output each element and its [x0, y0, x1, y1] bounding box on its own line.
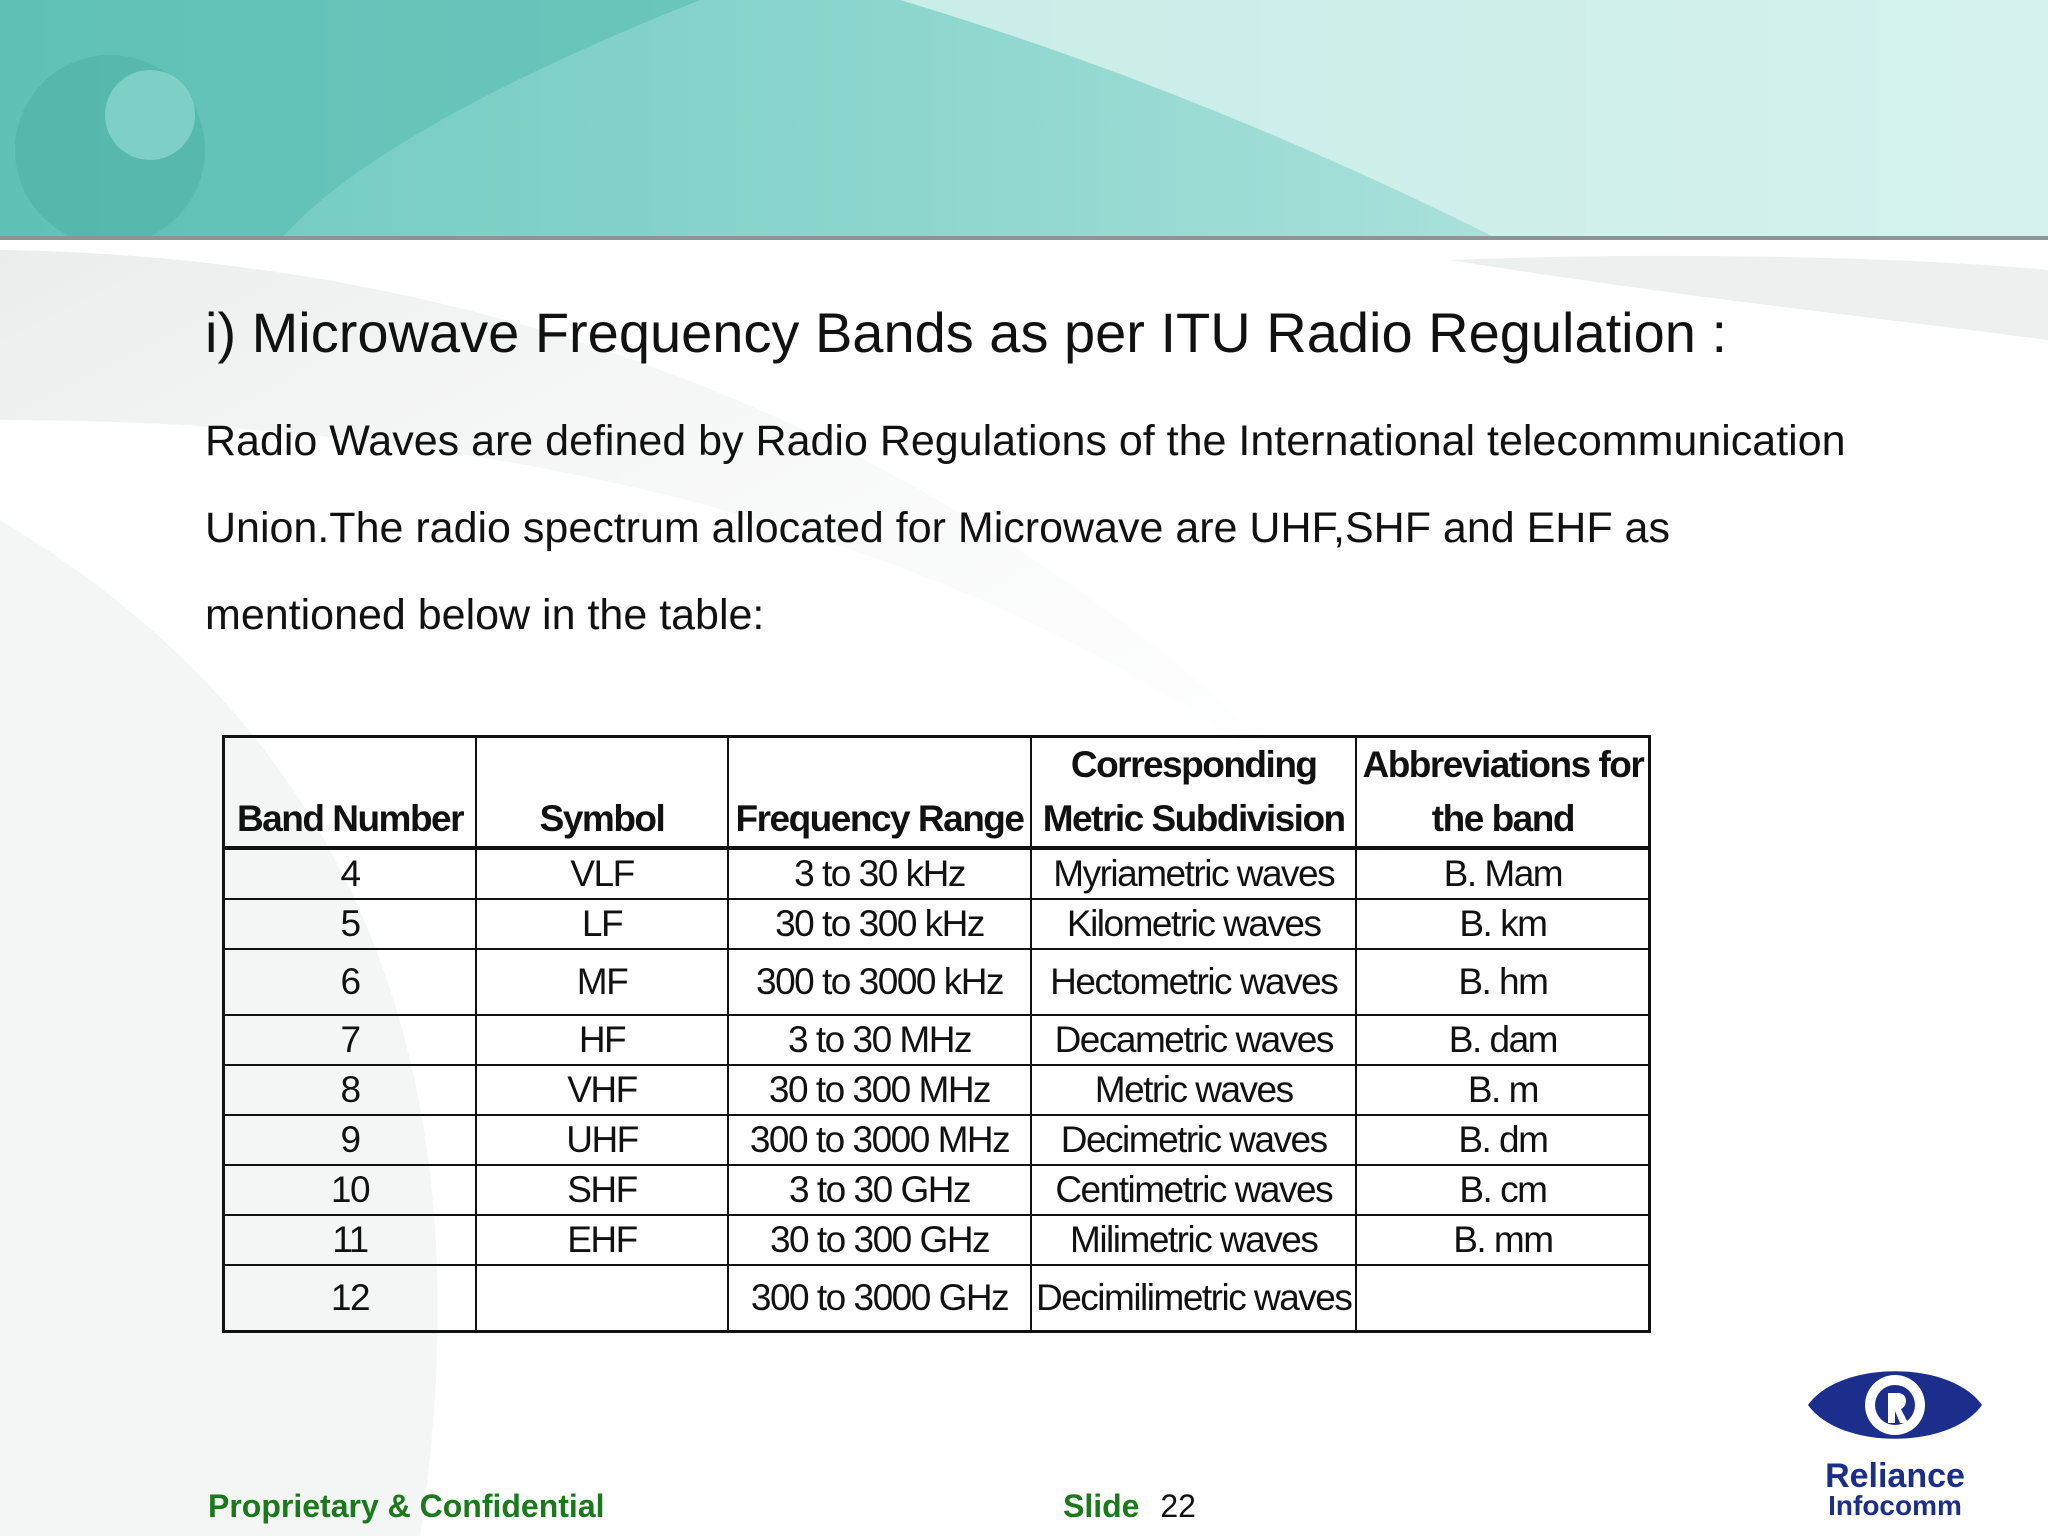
cell-symbol: VHF [476, 1065, 728, 1115]
cell-abbreviation: B. cm [1356, 1165, 1650, 1215]
table-row [224, 1165, 1650, 1215]
cell-metric: Myriametric waves [1031, 848, 1356, 899]
cell-metric: Hectometric waves [1031, 949, 1356, 1015]
header-band-number: Band Number [224, 737, 477, 849]
table-header-row [224, 737, 1650, 849]
cell-metric: Kilometric waves [1031, 899, 1356, 949]
cell-symbol: UHF [476, 1115, 728, 1165]
cell-metric: Decimilimetric waves [1031, 1265, 1356, 1332]
cell-metric: Metric waves [1031, 1065, 1356, 1115]
cell-band: 5 [224, 899, 477, 949]
footer-slide-number [1063, 1488, 1196, 1525]
frequency-bands-table [222, 735, 1651, 1333]
header-symbol: Symbol [476, 737, 728, 849]
cell-frequency: 3 to 30 GHz [728, 1165, 1031, 1215]
header-metric-line1: Corresponding [1070, 744, 1317, 785]
cell-abbreviation: B. mm [1356, 1215, 1650, 1265]
cell-symbol: MF [476, 949, 728, 1015]
header-abbr-line2: the band [1431, 798, 1574, 839]
cell-abbreviation: B. dam [1356, 1015, 1650, 1065]
cell-abbreviation: B. m [1356, 1065, 1650, 1115]
cell-frequency: 300 to 3000 GHz [728, 1265, 1031, 1332]
cell-band: 10 [224, 1165, 477, 1215]
header-metric-subdivision [1031, 737, 1356, 849]
table-row [224, 1265, 1650, 1332]
cell-abbreviation [1356, 1265, 1650, 1332]
header-abbreviation [1356, 737, 1650, 849]
logo-text-reliance: Reliance [1825, 1457, 1965, 1495]
cell-frequency: 300 to 3000 MHz [728, 1115, 1031, 1165]
table-row [224, 1115, 1650, 1165]
cell-symbol: VLF [476, 848, 728, 899]
cell-band: 9 [224, 1115, 477, 1165]
body-line: Radio Waves are defined by Radio Regulations of the International telecommunication [205, 417, 1846, 465]
header-banner [0, 0, 2048, 240]
table-row [224, 899, 1650, 949]
cell-metric: Centimetric waves [1031, 1165, 1356, 1215]
cell-symbol: LF [476, 899, 728, 949]
table-row [224, 1015, 1650, 1065]
cell-abbreviation: B. Mam [1356, 848, 1650, 899]
cell-frequency: 3 to 30 MHz [728, 1015, 1031, 1065]
table-row [224, 1215, 1650, 1265]
header-abbr-line1: Abbreviations for [1362, 744, 1644, 785]
cell-band: 7 [224, 1015, 477, 1065]
cell-abbreviation: B. dm [1356, 1115, 1650, 1165]
cell-band: 11 [224, 1215, 477, 1265]
slide-body-text [205, 398, 1995, 659]
cell-metric: Decimetric waves [1031, 1115, 1356, 1165]
slide-number: 22 [1160, 1488, 1196, 1524]
table-row [224, 1065, 1650, 1115]
cell-symbol: SHF [476, 1165, 728, 1215]
header-frequency-range: Frequency Range [728, 737, 1031, 849]
header-metric-line2: Metric Subdivision [1042, 798, 1345, 839]
cell-metric: Decametric waves [1031, 1015, 1356, 1065]
table-row [224, 848, 1650, 899]
cell-band: 4 [224, 848, 477, 899]
logo-text-infocomm: Infocomm [1828, 1490, 1962, 1520]
table-row [224, 949, 1650, 1015]
cell-frequency: 3 to 30 kHz [728, 848, 1031, 899]
cell-frequency: 30 to 300 kHz [728, 899, 1031, 949]
cell-symbol: HF [476, 1015, 728, 1065]
body-line: Union.The radio spectrum allocated for Microwave are UHF,SHF and EHF as [205, 504, 1670, 552]
cell-band: 6 [224, 949, 477, 1015]
footer-confidential: Proprietary & Confidential [208, 1488, 605, 1524]
cell-frequency: 30 to 300 MHz [728, 1065, 1031, 1115]
cell-frequency: 30 to 300 GHz [728, 1215, 1031, 1265]
cell-band: 8 [224, 1065, 477, 1115]
cell-symbol: EHF [476, 1215, 728, 1265]
reliance-infocomm-logo [1800, 1345, 1990, 1520]
cell-abbreviation: B. hm [1356, 949, 1650, 1015]
cell-abbreviation: B. km [1356, 899, 1650, 949]
cell-symbol [476, 1265, 728, 1332]
slide-label: Slide [1063, 1488, 1140, 1524]
slide-title: i) Microwave Frequency Bands as per ITU Radio Regulation : [205, 301, 1728, 364]
cell-frequency: 300 to 3000 kHz [728, 949, 1031, 1015]
cell-metric: Milimetric waves [1031, 1215, 1356, 1265]
body-line: mentioned below in the table: [205, 591, 765, 639]
cell-band: 12 [224, 1265, 477, 1332]
